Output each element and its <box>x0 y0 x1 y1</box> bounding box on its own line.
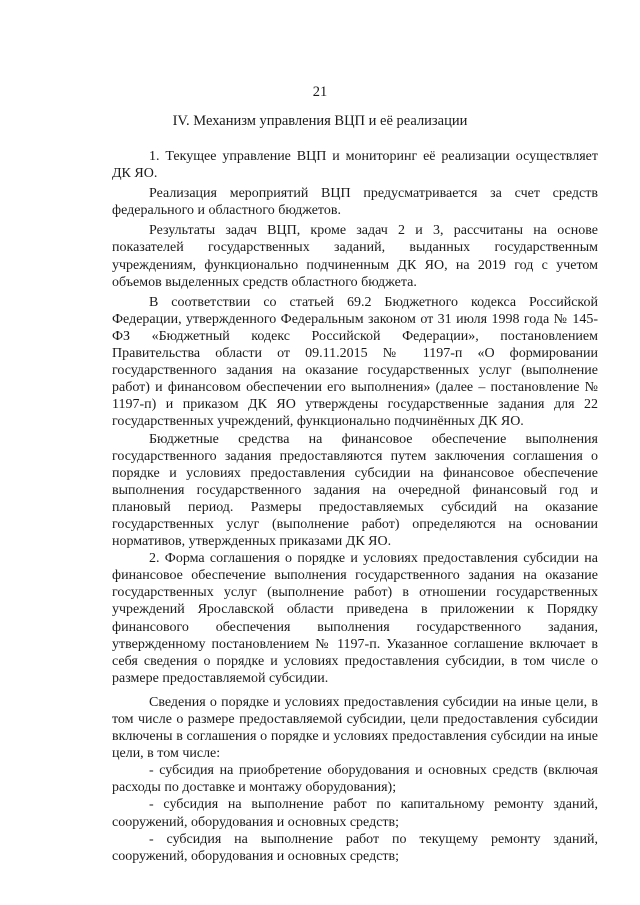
paragraph-6: 2. Форма соглашения о порядке и условиях предоставления субсидии на финансовое обеспечение выполнения государственного задания на оказание государственных услуг (выполнение работ) в отношении государственных учреждений Ярославской области приведена в приложении к Порядку финансового обеспечения выполнения государственного задания, утвержденному постановлением № 1197-п. Указанное соглашение включает в себя сведения о порядке и условиях предоставления субсидии, в том числе о размере предоставляемой субсидии. <box>112 551 598 686</box>
paragraph-7: Сведения о порядке и условиях предоставления субсидии на иные цели, в том числе о размере предоставляемой субсидии, цели предоставления субсидии включены в соглашения о порядке и условиях предоставления субсидии на иные цели, в том числе: <box>112 694 598 762</box>
paragraph-2: Реализация мероприятий ВЦП предусматривается за счет средств федерального и областного бюджетов. <box>112 186 598 219</box>
section-title: IV. Механизм управления ВЦП и её реализации <box>172 113 468 129</box>
paragraph-5: Бюджетные средства на финансовое обеспечение выполнения государственного задания предоставляются путем заключения соглашения о порядке и условиях предоставления субсидии на финансовое обеспечение выполнения государственного задания на очередной финансовый год и плановый период. Размеры предоставляемых субсидий на оказание государственных услуг (выполнение работ) определяются на основании нормативов, утвержденных приказами ДК ЯО. <box>112 431 598 550</box>
body-text <box>112 148 598 865</box>
paragraph-1: 1. Текущее управление ВЦП и мониторинг её реализации осуществляет ДК ЯО. <box>112 149 598 182</box>
list-item-1: - субсидия на приобретение оборудования и основных средств (включая расходы по доставке и монтажу оборудования); <box>112 763 598 796</box>
paragraph-4: В соответствии со статьей 69.2 Бюджетного кодекса Российской Федерации, утвержденного Федеральным законом от 31 июля 1998 года № 145-ФЗ «Бюджетный кодекс Российской Федерации», постановлением Правительства области от 09.11.2015 № 1197-п «О формировании государственного задания на оказание государственных услуг (выполнение работ) и финансовом обеспечении его выполнения» (далее – постановление № 1197-п) и приказом ДК ЯО утверждены государственные задания для 22 государственных учреждений, функционально подчинённых ДК ЯО. <box>112 294 598 430</box>
paragraph-3: Результаты задач ВЦП, кроме задач 2 и 3, рассчитаны на основе показателей государственных заданий, выданных государственным учреждениям, функционально подчиненным ДК ЯО, на 2019 год с учетом объемов выделенных средств областного бюджета. <box>112 223 598 290</box>
list-item-2: - субсидия на выполнение работ по капитальному ремонту зданий, сооружений, оборудования и основных средств; <box>112 797 598 830</box>
page-number: 21 <box>312 84 328 100</box>
list-item-3: - субсидия на выполнение работ по текущему ремонту зданий, сооружений, оборудования и основных средств; <box>112 831 598 864</box>
